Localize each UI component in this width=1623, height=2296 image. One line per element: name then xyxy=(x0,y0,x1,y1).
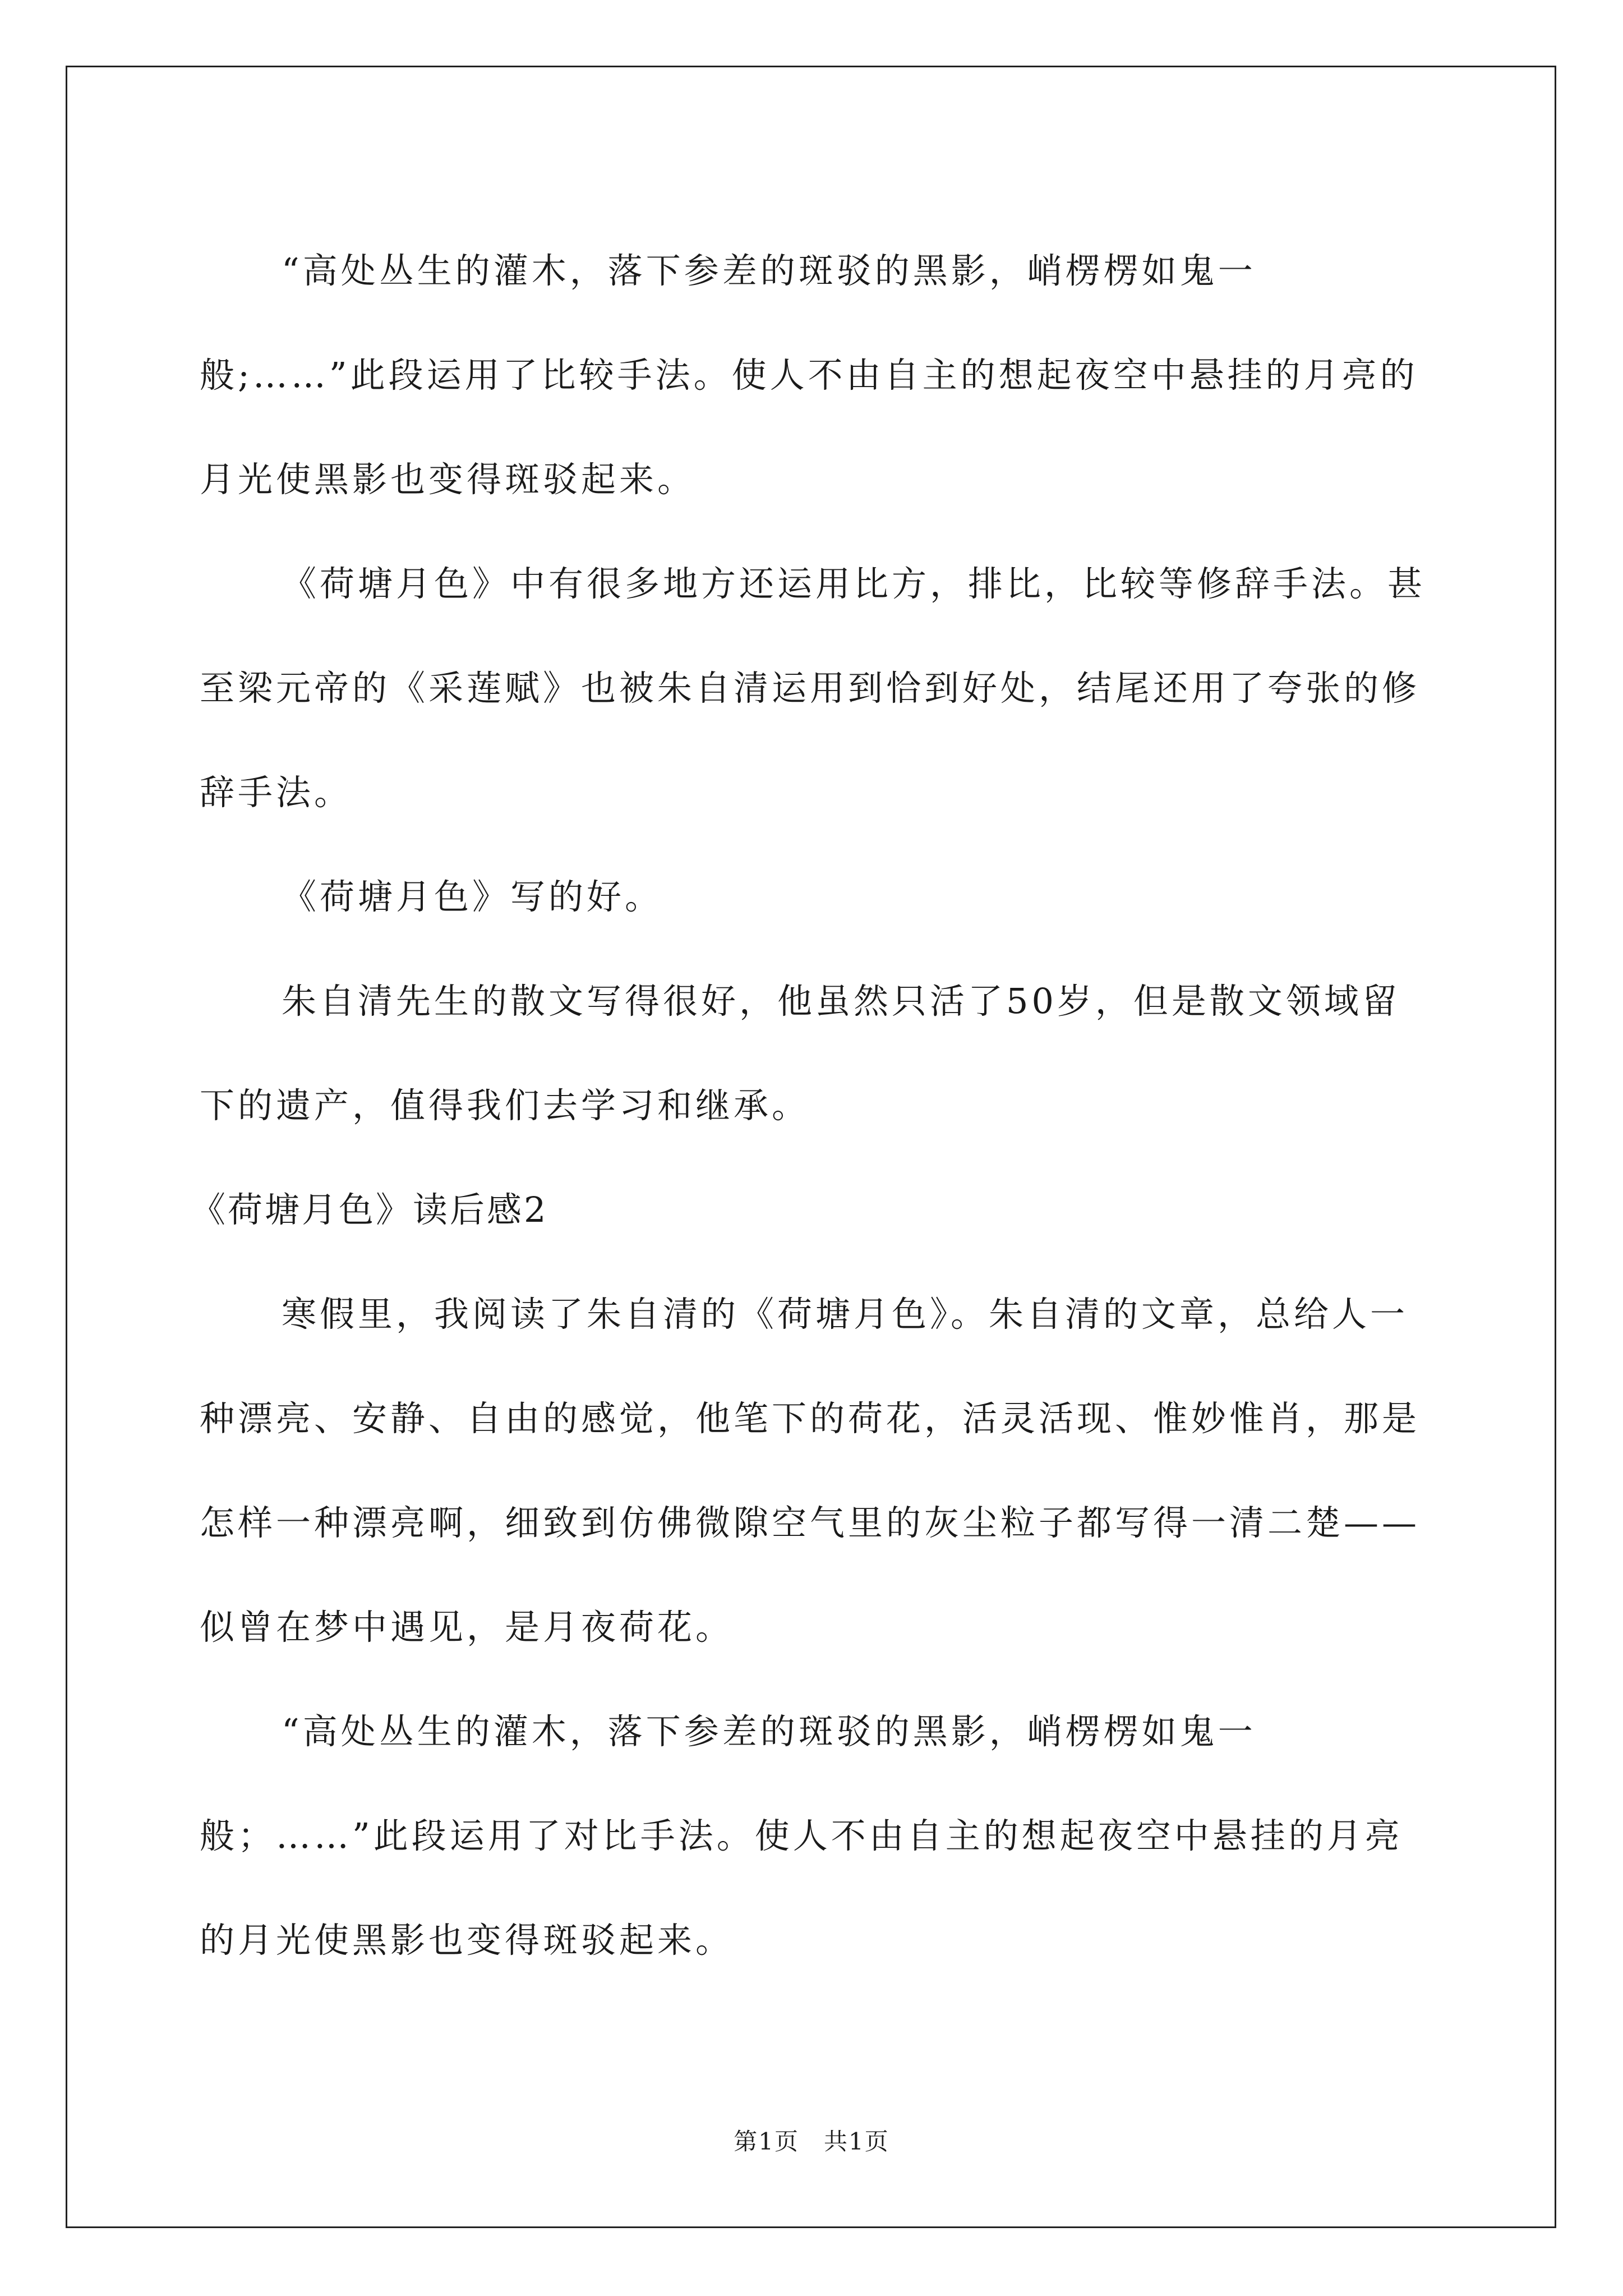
paragraph: “高处丛生的灌木，落下参差的斑驳的黑影，峭楞楞如鬼一般；……”此段运用了对比手法。使人不由自主的想起夜空中悬挂的月亮的月光使黑影也变得斑驳起来。 xyxy=(200,1711,1403,1961)
paragraph: 《荷塘月色》中有很多地方还运用比方，排比，比较等修辞手法。甚至梁元帝的《采莲赋》也被朱自清运用到恰到好处，结尾还用了夸张的修辞手法。 xyxy=(200,563,1426,813)
page-number-footer: 第1页 共1页 xyxy=(734,2128,889,2155)
paragraph: “高处丛生的灌木，落下参差的斑驳的黑影，峭楞楞如鬼一般;……”此段运用了比较手法。使人不由自主的想起夜空中悬挂的月亮的月光使黑影也变得斑驳起来。 xyxy=(200,250,1418,500)
paragraph: 《荷塘月色》写的好。 xyxy=(282,876,663,917)
paragraph: 寒假里，我阅读了朱自清的《荷塘月色》。朱自清的文章，总给人一种漂亮、安静、自由的感觉，他笔下的荷花，活灵活现、惟妙惟肖，那是怎样一种漂亮啊，细致到仿佛微隙空气里的灰尘粒子都写得一清二楚——似曾在梦中遇见，是月夜荷花。 xyxy=(200,1294,1421,1648)
document-body xyxy=(191,219,1433,1993)
paragraph: 朱自清先生的散文写得很好，他虽然只活了50岁，但是散文领域留下的遗产，值得我们去学习和继承。 xyxy=(200,981,1400,1126)
section-title: 《荷塘月色》读后感2 xyxy=(191,1189,548,1230)
